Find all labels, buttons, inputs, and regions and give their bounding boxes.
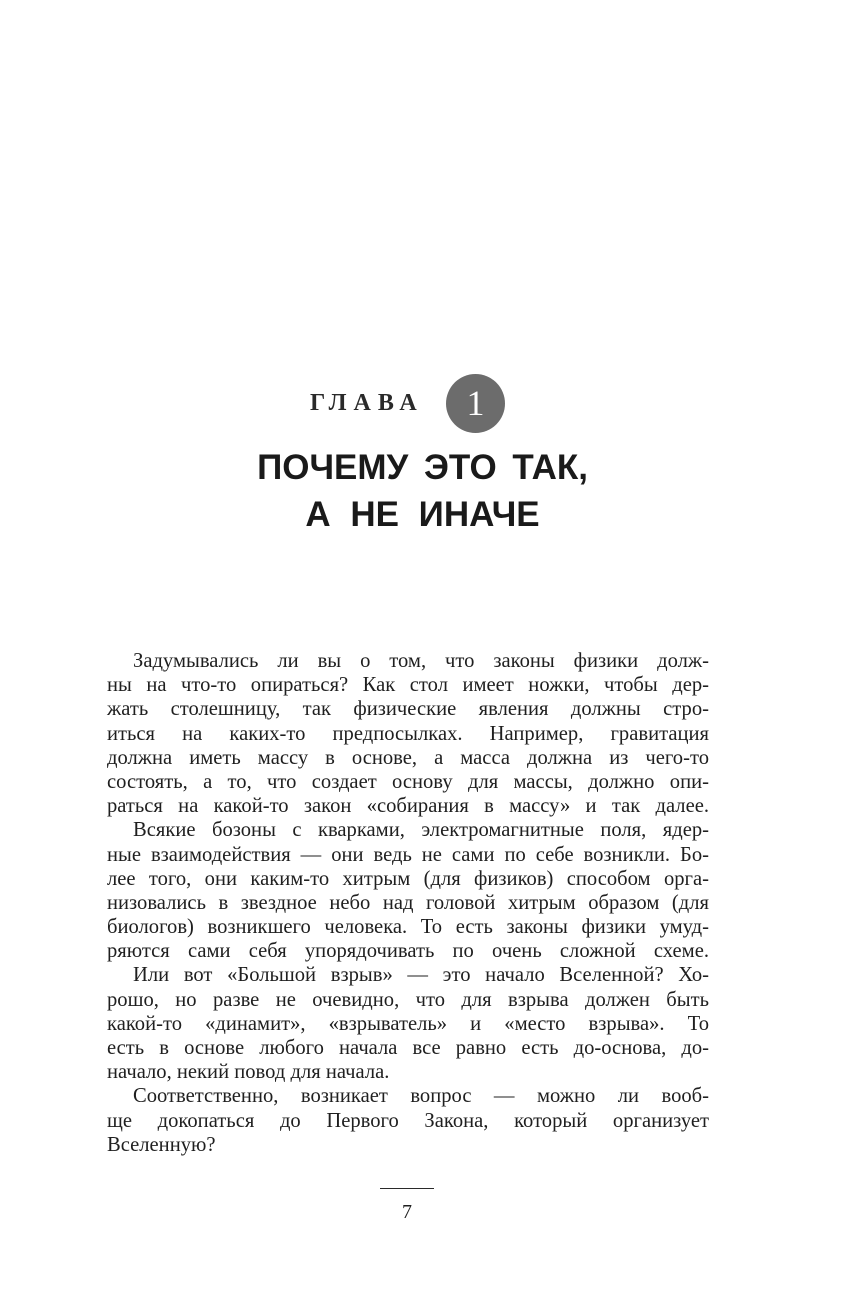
chapter-label: ГЛАВА [310, 390, 424, 416]
text-line: ряются сами себя упорядочивать по очень сложной схеме. [107, 940, 709, 963]
text-line: лее того, они каким-то хитрым (для физиков) способом орга- [107, 867, 709, 890]
text-line: Задумывались ли вы о том, что законы физики долж- [133, 650, 709, 672]
text-line: ны на что-то опираться? Как стол имеет ножки, чтобы дер- [107, 674, 709, 697]
text-line: какой-то «динамит», «взрыватель» и «место взрыва». То [107, 1012, 709, 1035]
text-line: Вселенную? [107, 1133, 216, 1156]
text-line: рошо, но разве не очевидно, что для взрыва должен быть [107, 988, 709, 1011]
text-line: иться на каких-то предпосылках. Например, гравитация [107, 722, 709, 745]
text-line: биологов) возникшего человека. То есть законы физики умуд- [107, 916, 709, 939]
text-line: Соответственно, возникает вопрос — можно ли вооб- [133, 1085, 709, 1108]
text-line: Или вот «Большой взрыв» — это начало Вселенной? Хо- [133, 964, 709, 987]
text-line: Всякие бозоны с кварками, электромагнитные поля, ядер- [133, 819, 709, 842]
chapter-number-badge: 1 [446, 374, 505, 433]
text-line: начало, некий повод для начала. [107, 1061, 390, 1084]
text-line: ще докопаться до Первого Закона, который организует [107, 1109, 709, 1132]
text-line: низовались в звездное небо над головой хитрым образом (для [107, 891, 709, 914]
text-line: состоять, а то, что создает основу для массы, должно опи- [107, 770, 709, 793]
chapter-title-line-2: А НЕ ИНАЧЕ [305, 495, 540, 534]
chapter-body [107, 649, 709, 1157]
chapter-heading [0, 374, 845, 434]
text-line: раться на какой-то закон «собирания в массу» и так далее. [107, 795, 709, 818]
chapter-title-line-1: ПОЧЕМУ ЭТО ТАК, [257, 448, 588, 487]
text-line: должна иметь массу в основе, а масса должна из чего-то [107, 746, 709, 769]
footer-rule [380, 1188, 434, 1189]
text-line: есть в основе любого начала все равно есть до-основа, до- [107, 1037, 709, 1059]
page-number: 7 [402, 1201, 412, 1223]
text-line: жать столешницу, так физические явления должны стро- [107, 698, 709, 721]
text-line: ные взаимодействия — они ведь не сами по себе возникли. Бо- [107, 843, 709, 866]
